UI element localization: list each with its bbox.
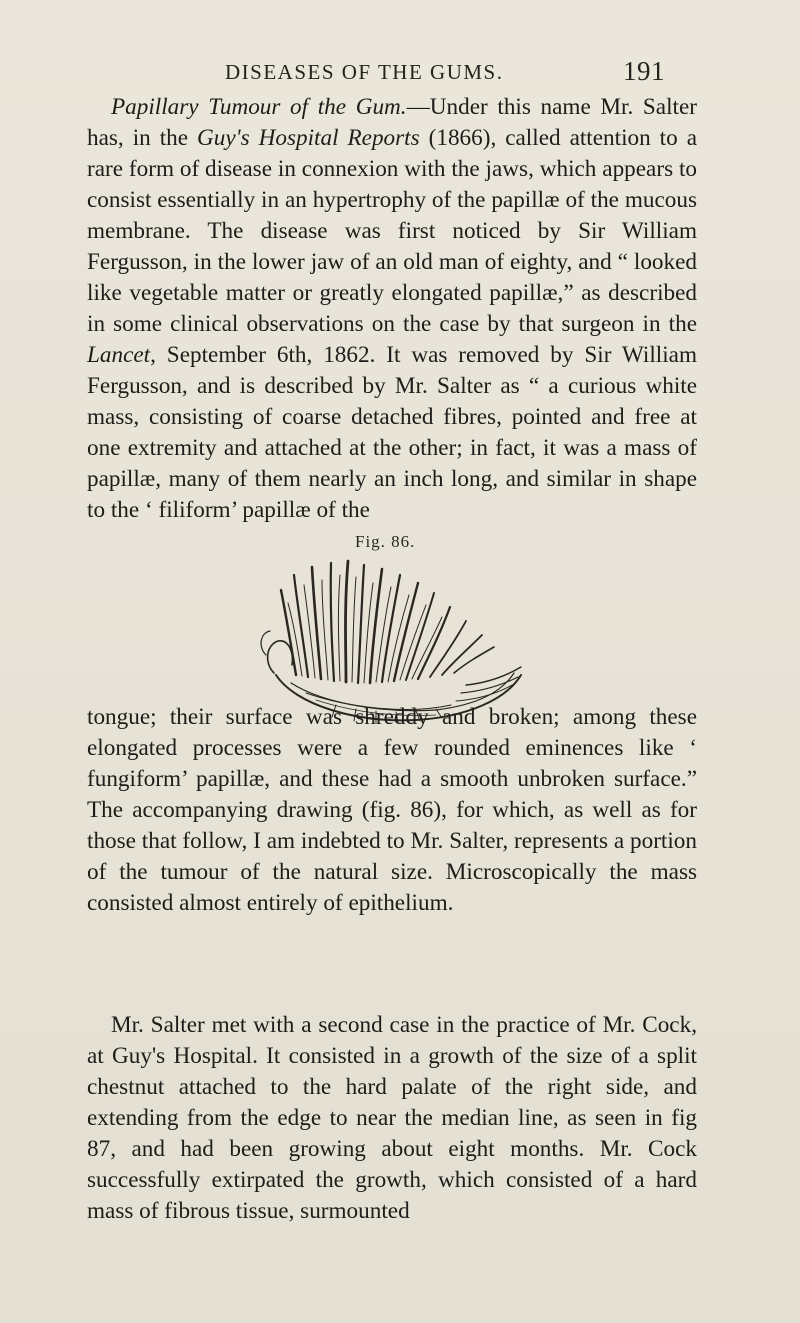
paragraph-papillary-tumour xyxy=(87,92,697,526)
paragraph-text: Mr. Salter met with a second case in the practice of Mr. Cock, at Guy's Hospital. It consisted in a growth of the size of a split chestnut attached to the hard palate of the right side, and extending from the edge to near the median line, as seen in fig 87, and had been growing about eight months. Mr. Cock successfully extirpated the growth, which consisted of a hard mass of fibrous tissue, surmounted xyxy=(87,1012,697,1224)
paragraph-text: September 6th, 1862. It was removed by Sir William Fergusson, and is described by Mr. Salter as “ a curious white mass, consisting of coarse detached fibres, pointed and free at one extremity and attached at the other; in fact, it was a mass of papillæ, many of them nearly an inch long, and similar in shape to the ‘ filiform’ papillæ of the xyxy=(87,342,697,523)
running-head-title: DISEASES OF THE GUMS. xyxy=(225,60,504,84)
heading-dash: — xyxy=(406,94,430,120)
paragraph-text: (1866), called attention to a rare form of disease in connexion with the jaws, which appears to consist essentially in an hypertrophy of the papillæ of the mucous membrane. The disease was first noticed by Sir William Fergusson, in the lower jaw of an old man of eighty, and “ looked like vegetable matter or greatly elongated papillæ,” as described in some clinical observations on the case by that surgeon in the xyxy=(87,125,698,337)
journal-title-lancet: Lancet, xyxy=(87,342,156,368)
journal-title: Guy's Hospital Reports xyxy=(197,125,420,151)
paragraph-text: tongue; their surface was shreddy and broken; among these elongated processes were a few rounded eminences like ‘ fungiform’ papillæ, and these had a smooth unbroken surface.” The accompanying drawing (fig. 86), for which, as well as for those that follow, I am indebted to Mr. Salter, represents a portion of the tumour of the natural size. Microscopically the mass consisted almost entirely of epithelium. xyxy=(87,704,697,916)
paragraph-second-case xyxy=(87,1010,697,1227)
figure-caption: Fig. 86. xyxy=(355,532,416,551)
papillary-tumour-illustration xyxy=(236,555,576,725)
page-number: 191 xyxy=(623,56,665,86)
paragraph-text: Under this name Mr. Salter has, in the xyxy=(87,94,698,151)
section-heading: Papillary Tumour of the Gum. xyxy=(111,94,407,120)
paragraph-tongue-continuation xyxy=(87,702,697,919)
